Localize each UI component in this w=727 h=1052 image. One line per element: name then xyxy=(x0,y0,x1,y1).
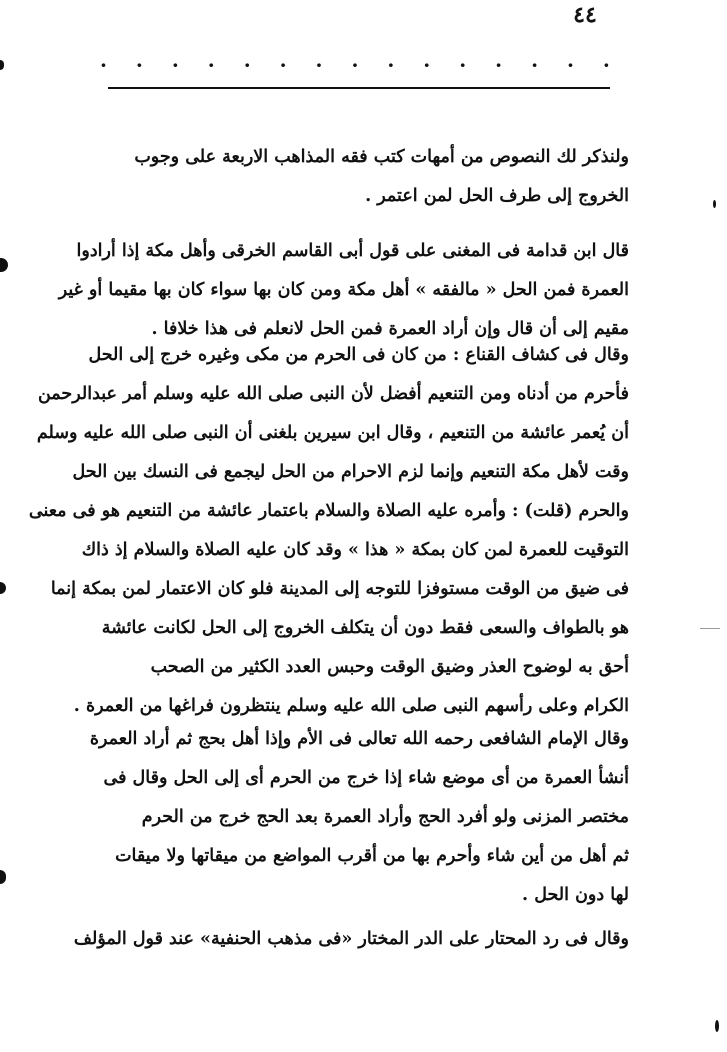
separator-dot: · xyxy=(315,53,323,77)
text-line: العمرة فمن الحل « مالفقه » أهل مكة ومن كان بها سواء كان بها مقيما أو غير xyxy=(58,280,629,300)
text-line: لها دون الحل . xyxy=(522,885,629,905)
separator-dot: · xyxy=(243,53,251,77)
text-line: أحق به لوضوح العذر وضيق الوقت وحبس العدد الكثير من الصحب xyxy=(150,657,629,677)
separator-dot: · xyxy=(495,53,503,77)
text-line: والحرم (قلت) : وأمره عليه الصلاة والسلام باعتمار عائشة من التنعيم هو فى معنى xyxy=(28,501,629,521)
scan-speck xyxy=(713,200,716,208)
separator-dot: · xyxy=(602,53,610,77)
text-line: مختصر المزنى ولو أفرد الحج وأراد العمرة بعد الحج خرج من الحرم xyxy=(141,807,629,827)
text-line: فى ضيق من الوقت مستوفزا للتوجه إلى المدينة فلو كان الاعتمار لمن بمكة إنما xyxy=(50,579,629,599)
text-line: أنشأ العمرة من أى موضع شاء إذا خرج من الحرم أى إلى الحل وقال فى xyxy=(103,768,629,788)
separator-dot: · xyxy=(531,53,539,77)
text-line: فأحرم من أدناه ومن التنعيم أفضل لأن النبى صلى الله عليه وسلم أمر عبدالرحمن xyxy=(37,384,629,404)
separator-dot: · xyxy=(351,53,359,77)
scan-speck xyxy=(715,1020,719,1032)
text-line: وقال فى كشاف القناع : من كان فى الحرم من مكى وغيره خرج إلى الحل xyxy=(88,345,629,365)
header-rule xyxy=(108,87,610,89)
text-line: قال ابن قدامة فى المغنى على قول أبى القاسم الخرقى وأهل مكة إذا أرادوا xyxy=(76,241,629,261)
separator-dot: · xyxy=(207,53,215,77)
separator-dot: · xyxy=(135,53,143,77)
text-line: وقال فى رد المحتار على الدر المختار «فى مذهب الحنفية» عند قول المؤلف xyxy=(73,929,629,949)
separator-dot: · xyxy=(279,53,287,77)
separator-dots xyxy=(100,50,610,80)
text-line: ثم أهل من أين شاء وأحرم بها من أقرب المواضع من ميقاتها ولا ميقات xyxy=(115,846,629,866)
text-line: أن يُعمر عائشة من التنعيم ، وقال ابن سيرين بلغنى أن النبى صلى الله عليه وسلم xyxy=(36,423,629,443)
separator-dot: · xyxy=(423,53,431,77)
scan-speck xyxy=(0,258,8,272)
separator-dot: · xyxy=(171,53,179,77)
paragraph-1 xyxy=(99,138,629,216)
scan-speck xyxy=(0,582,6,594)
separator-dot: · xyxy=(459,53,467,77)
paragraph-4 xyxy=(89,720,629,915)
separator-dot: · xyxy=(566,53,574,77)
text-line: التوقيت للعمرة لمن كان بمكة « هذا » وقد كان عليه الصلاة والسلام إذ ذاك xyxy=(81,540,629,560)
scan-speck xyxy=(700,628,720,629)
text-line: الخروج إلى طرف الحل لمن اعتمر . xyxy=(365,186,629,206)
text-line: ولنذكر لك النصوص من أمهات كتب فقه المذاهب الاربعة على وجوب xyxy=(134,147,629,167)
text-line: هو بالطواف والسعى فقط دون أن يتكلف الخروج إلى الحل لكانت عائشة xyxy=(101,618,629,638)
paragraph-2 xyxy=(58,232,629,349)
scan-speck xyxy=(0,870,6,884)
scan-speck xyxy=(0,60,4,70)
separator-dot: · xyxy=(100,53,107,77)
paragraph-5 xyxy=(73,920,629,959)
text-line: مقيم إلى أن قال وإن أراد العمرة فمن الحل لانعلم فى هذا خلافا . xyxy=(151,319,629,339)
text-line: وقال الإمام الشافعى رحمه الله تعالى فى الأم وإذا أهل بحج ثم أراد العمرة xyxy=(89,729,629,749)
text-line: وقت لأهل مكة التنعيم وإنما لزم الاحرام من الحل ليجمع فى النسك بين الحل xyxy=(72,462,629,482)
page-number: ٤٤ xyxy=(573,2,597,28)
paragraph-3 xyxy=(28,336,629,726)
separator-dot: · xyxy=(387,53,395,77)
text-line: الكرام وعلى رأسهم النبى صلى الله عليه وسلم ينتظرون فراغها من العمرة . xyxy=(73,696,629,716)
